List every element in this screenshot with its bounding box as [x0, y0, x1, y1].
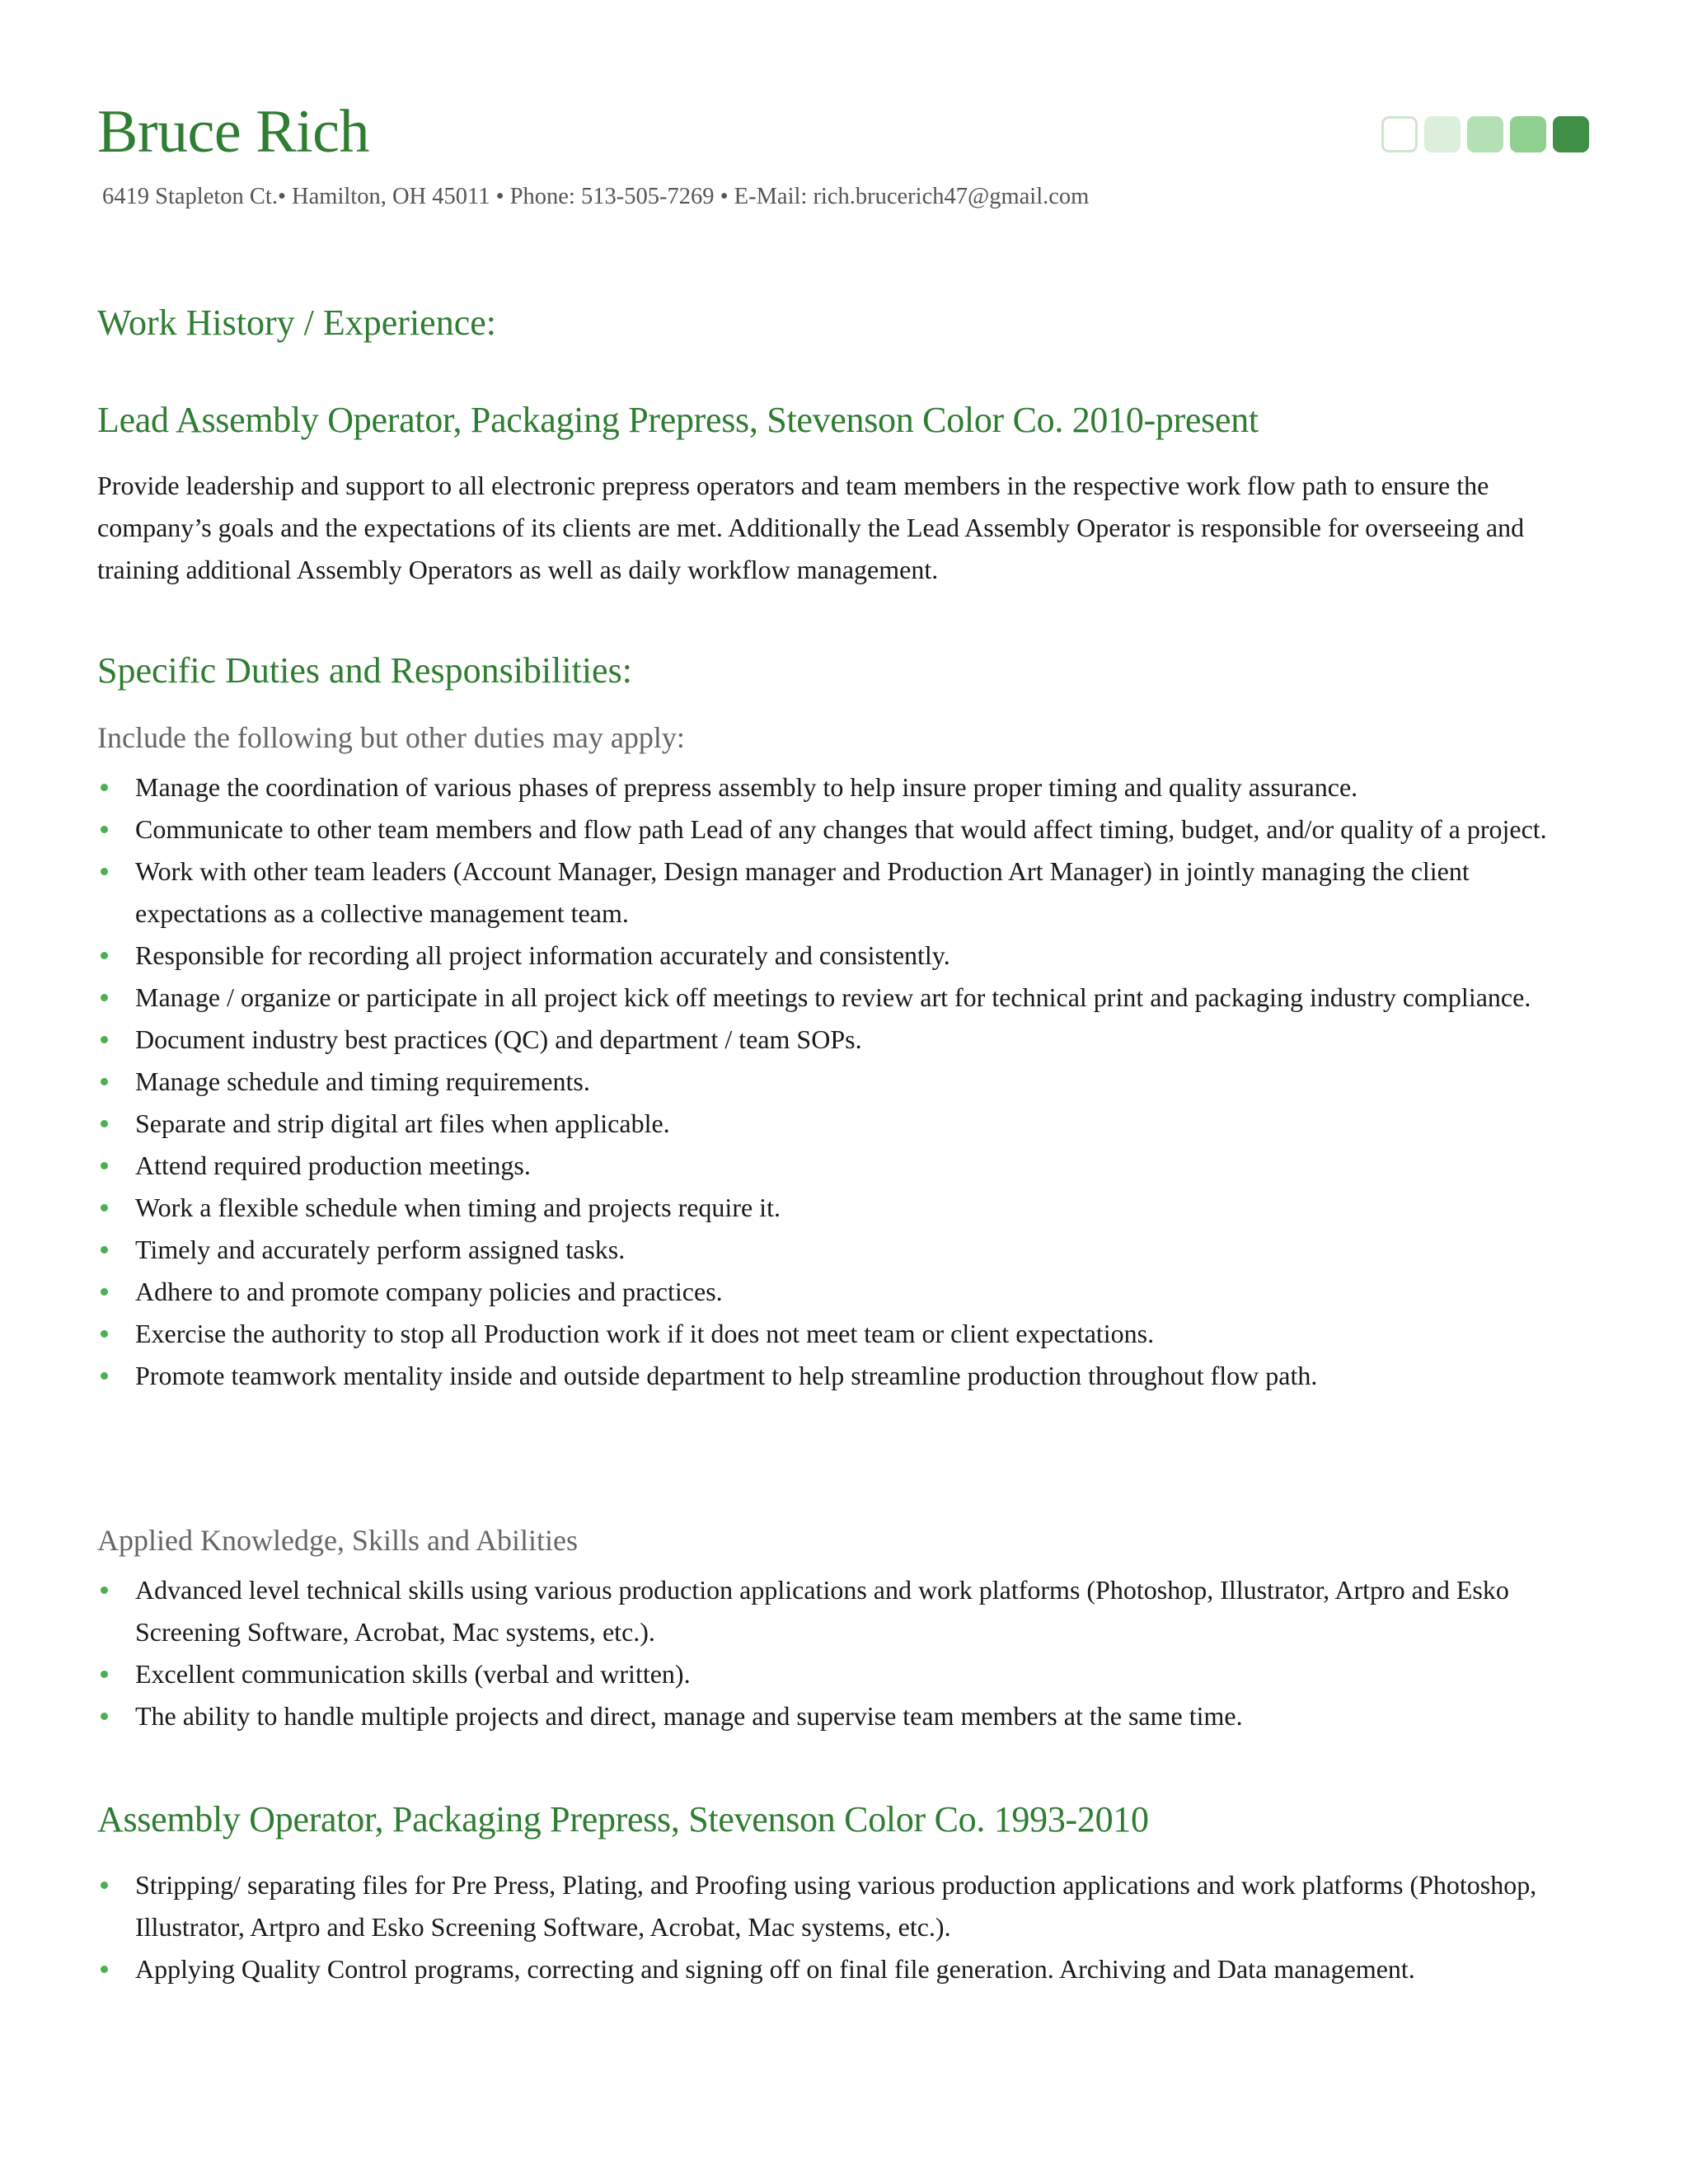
color-swatch: [1467, 116, 1503, 152]
skills-title: Applied Knowledge, Skills and Abilities: [97, 1524, 578, 1557]
bullet-icon: [101, 1078, 108, 1085]
color-swatch: [1510, 116, 1546, 152]
bullet-icon: [101, 1162, 108, 1169]
bullet-icon: [101, 826, 108, 833]
list-item: [97, 1355, 1591, 1397]
color-swatch: [1424, 116, 1461, 152]
list-item: [97, 766, 1591, 808]
job1-title: Lead Assembly Operator, Packaging Prepress, Stevenson Color Co. 2010-present: [97, 400, 1259, 440]
list-item-text: Exercise the authority to stop all Production work if it does not meet team or client expectations.: [135, 1319, 1155, 1348]
list-item-text: Work with other team leaders (Account Manager, Design manager and Production Art Manager) in jointly managing the client expectations as a collective management team.: [135, 856, 1470, 928]
list-item: [97, 1695, 1591, 1737]
bullet-icon: [101, 1120, 108, 1127]
bullet-icon: [101, 1330, 108, 1338]
list-item-text: Timely and accurately perform assigned tasks.: [135, 1235, 626, 1264]
list-item: [97, 1653, 1591, 1695]
candidate-name: Bruce Rich: [97, 98, 369, 166]
list-item-text: Responsible for recording all project information accurately and consistently.: [135, 940, 950, 970]
contact-line: 6419 Stapleton Ct.• Hamilton, OH 45011 • Phone: 513-505-7269 • E-Mail: rich.brucerich47@gmail.com: [102, 184, 1090, 209]
list-item: [97, 935, 1591, 977]
list-item-text: Promote teamwork mentality inside and outside department to help streamline production throughout flow path.: [135, 1361, 1318, 1390]
bullet-icon: [101, 1882, 108, 1889]
bullet-icon: [101, 994, 108, 1001]
list-item: [97, 1061, 1591, 1103]
list-item-text: Manage schedule and timing requirements.: [135, 1066, 590, 1096]
list-item: [97, 808, 1591, 851]
list-item: [97, 1229, 1591, 1271]
bullet-icon: [101, 1372, 108, 1380]
bullet-icon: [101, 1288, 108, 1296]
list-item: [97, 1103, 1591, 1145]
list-item-text: Manage / organize or participate in all project kick off meetings to review art for technical print and packaging industry compliance.: [135, 982, 1531, 1012]
list-item: [97, 1864, 1591, 1948]
list-item-text: Work a flexible schedule when timing and projects require it.: [135, 1193, 781, 1222]
bullet-icon: [101, 952, 108, 959]
list-item-text: Attend required production meetings.: [135, 1151, 531, 1180]
duties-intro: Include the following but other duties may apply:: [97, 721, 685, 754]
list-item: [97, 1019, 1591, 1061]
duties-list: [97, 766, 1591, 1397]
bullet-icon: [101, 1036, 108, 1043]
skills-list: [97, 1569, 1591, 1737]
list-item-text: Manage the coordination of various phases of prepress assembly to help insure proper timing and quality assurance.: [135, 772, 1358, 802]
list-item: [97, 1948, 1591, 1990]
list-item-text: Advanced level technical skills using various production applications and work platforms (Photoshop, Illustrator, Artpro and Esko Screening Software, Acrobat, Mac systems, etc.).: [135, 1575, 1509, 1647]
list-item: [97, 1145, 1591, 1187]
bullet-icon: [101, 784, 108, 791]
bullet-icon: [101, 1586, 108, 1594]
duties-title: Specific Duties and Responsibilities:: [97, 650, 632, 691]
bullet-icon: [101, 868, 108, 875]
bullet-icon: [101, 1671, 108, 1678]
color-swatch: [1381, 116, 1418, 152]
bullet-icon: [101, 1713, 108, 1720]
list-item: [97, 851, 1591, 935]
bullet-icon: [101, 1966, 108, 1973]
list-item: [97, 1313, 1591, 1355]
color-swatch-strip: [1381, 116, 1589, 152]
list-item-text: Adhere to and promote company policies and practices.: [135, 1277, 723, 1306]
job2-title: Assembly Operator, Packaging Prepress, Stevenson Color Co. 1993-2010: [97, 1799, 1149, 1840]
list-item: [97, 1271, 1591, 1313]
bullet-icon: [101, 1246, 108, 1254]
list-item-text: Stripping/ separating files for Pre Press, Plating, and Proofing using various production applications and work platforms (Photoshop, Illustrator, Artpro and Esko Screening Software, Acrobat, Mac systems, etc.).: [135, 1870, 1537, 1942]
list-item-text: Excellent communication skills (verbal and written).: [135, 1659, 691, 1689]
bullet-icon: [101, 1204, 108, 1212]
list-item-text: The ability to handle multiple projects and direct, manage and supervise team members at the same time.: [135, 1701, 1243, 1731]
job2-list: [97, 1864, 1591, 1990]
color-swatch: [1553, 116, 1589, 152]
work-history-title: Work History / Experience:: [97, 302, 496, 343]
list-item: [97, 1569, 1591, 1653]
list-item: [97, 977, 1591, 1019]
list-item-text: Applying Quality Control programs, correcting and signing off on final file generation. Archiving and Data management.: [135, 1954, 1415, 1984]
list-item-text: Document industry best practices (QC) and department / team SOPs.: [135, 1024, 862, 1054]
list-item-text: Communicate to other team members and flow path Lead of any changes that would affect timing, budget, and/or quality of a project.: [135, 814, 1547, 844]
job1-summary: Provide leadership and support to all electronic prepress operators and team members in the respective work flow path to ensure the company’s goals and the expectations of its clients are met. Additionally the Lead Assembly Operator is responsible for overseeing and training additional Assembly Operators as well as daily workflow management.: [97, 471, 1525, 584]
list-item: [97, 1187, 1591, 1229]
list-item-text: Separate and strip digital art files when applicable.: [135, 1108, 670, 1138]
